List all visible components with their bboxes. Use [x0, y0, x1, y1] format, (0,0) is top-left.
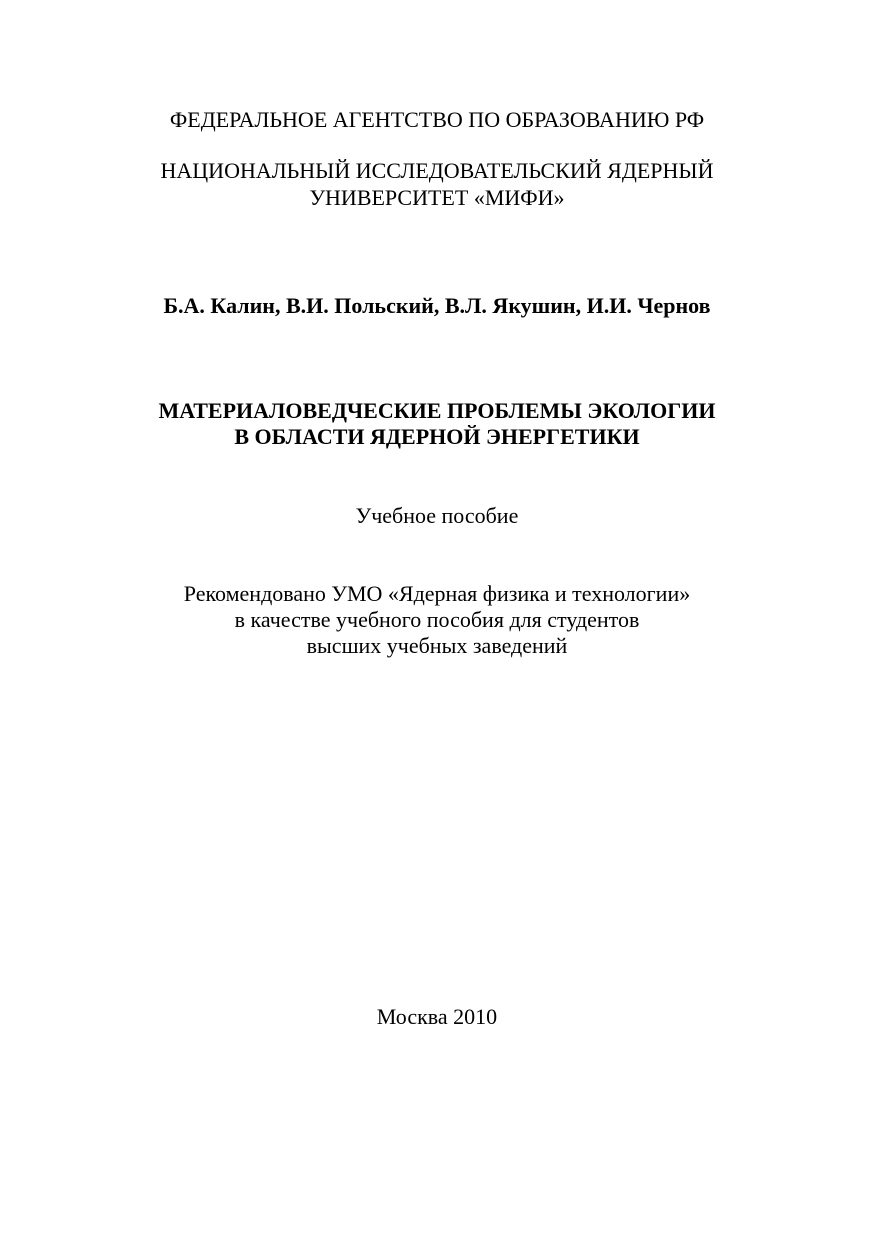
- agency-name: ФЕДЕРАЛЬНОЕ АГЕНТСТВО ПО ОБРАЗОВАНИЮ РФ: [169, 107, 705, 132]
- recommendation-line3: высших учебных заведений: [306, 633, 568, 658]
- recommendation-line1: Рекомендовано УМО «Ядерная физика и технологии»: [183, 581, 691, 606]
- book-genre: Учебное пособие: [355, 503, 519, 528]
- book-title-line2: В ОБЛАСТИ ЯДЕРНОЙ ЭНЕРГЕТИКИ: [234, 424, 640, 449]
- authors: Б.А. Калин, В.И. Польский, В.Л. Якушин, И.И. Чернов: [163, 293, 711, 318]
- university-name-line1: НАЦИОНАЛЬНЫЙ ИССЛЕДОВАТЕЛЬСКИЙ ЯДЕРНЫЙ: [160, 158, 714, 183]
- book-title-line1: МАТЕРИАЛОВЕДЧЕСКИЕ ПРОБЛЕМЫ ЭКОЛОГИИ: [158, 398, 716, 423]
- recommendation-line2: в качестве учебного пособия для студентов: [234, 607, 640, 632]
- imprint-city-year: Москва 2010: [376, 1004, 498, 1029]
- university-name-line2: УНИВЕРСИТЕТ «МИФИ»: [309, 185, 565, 210]
